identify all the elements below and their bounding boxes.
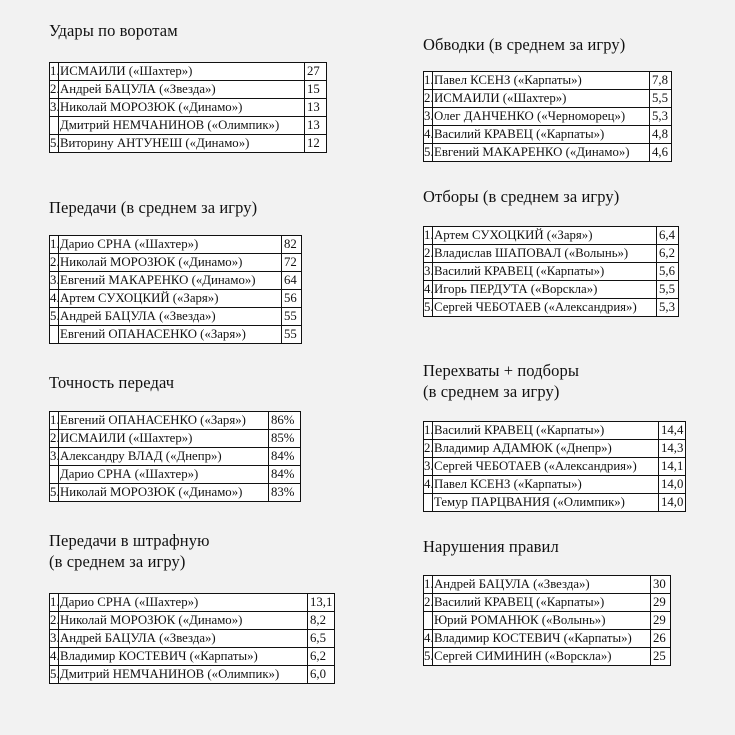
table-row: 5. Евгений МАКАРЕНКО («Динамо») 4,6 bbox=[424, 144, 672, 162]
table-row: 4. Артем СУХОЦКИЙ («Заря») 56 bbox=[50, 290, 302, 308]
table-row: 5. Сергей СИМИНИН («Ворскла») 25 bbox=[424, 648, 671, 666]
table-row: Дарио СРНА («Шахтер») 84% bbox=[50, 466, 301, 484]
table-row: 4. Владимир КОСТЕВИЧ («Карпаты») 6,2 bbox=[50, 648, 335, 666]
stats-table-interceptions bbox=[423, 421, 686, 512]
section-title: Обводки (в среднем за игру) bbox=[423, 35, 626, 54]
stats-table-dribbles bbox=[423, 71, 672, 162]
table-row: 2. Владимир АДАМЮК («Днепр») 14,3 bbox=[424, 440, 686, 458]
section-title-line-2: (в среднем за игру) bbox=[49, 552, 186, 571]
stats-table-pass-accuracy bbox=[49, 411, 301, 502]
table-row: 2. Андрей БАЦУЛА («Звезда») 15 bbox=[50, 81, 327, 99]
table-row: Юрий РОМАНЮК («Волынь») 29 bbox=[424, 612, 671, 630]
table-row: Евгений ОПАНАСЕНКО («Заря») 55 bbox=[50, 326, 302, 344]
table-row: 1. Василий КРАВЕЦ («Карпаты») 14,4 bbox=[424, 422, 686, 440]
table-row: Темур ПАРЦВАНИЯ («Олимпик») 14,0 bbox=[424, 494, 686, 512]
section-interceptions bbox=[423, 360, 579, 402]
stats-table-box-passes bbox=[49, 593, 335, 684]
table-row: 3. Василий КРАВЕЦ («Карпаты») 5,6 bbox=[424, 263, 679, 281]
stats-table-passes bbox=[49, 235, 302, 344]
section-fouls bbox=[423, 536, 559, 557]
table-row: 3. Олег ДАНЧЕНКО («Черноморец») 5,3 bbox=[424, 108, 672, 126]
table-row: 1. Павел КСЕНЗ («Карпаты») 7,8 bbox=[424, 72, 672, 90]
section-title-line-1: Перехваты + подборы bbox=[423, 361, 580, 380]
section-dribbles bbox=[423, 34, 625, 55]
stats-table-tackles bbox=[423, 226, 679, 317]
section-title: Нарушения правил bbox=[423, 537, 559, 556]
table-row: 3. Николай МОРОЗЮК («Динамо») 13 bbox=[50, 99, 327, 117]
section-title-line-2: (в среднем за игру) bbox=[423, 382, 560, 401]
table-row: 4. Игорь ПЕРДУТА («Ворскла») 5,5 bbox=[424, 281, 679, 299]
section-title-line-1: Передачи в штрафную bbox=[49, 531, 210, 550]
table-row: 4. Павел КСЕНЗ («Карпаты») 14,0 bbox=[424, 476, 686, 494]
table-row: 3. Андрей БАЦУЛА («Звезда») 6,5 bbox=[50, 630, 335, 648]
table-row: 2. ИСМАИЛИ («Шахтер») 85% bbox=[50, 430, 301, 448]
section-shots bbox=[49, 20, 178, 41]
table-row: 1. ИСМАИЛИ («Шахтер») 27 bbox=[50, 63, 327, 81]
section-title: Точность передач bbox=[49, 373, 175, 392]
stats-table-fouls bbox=[423, 575, 671, 666]
table-row: 4. Василий КРАВЕЦ («Карпаты») 4,8 bbox=[424, 126, 672, 144]
table-row: 2. Николай МОРОЗЮК («Динамо») 72 bbox=[50, 254, 302, 272]
table-row: 2. Николай МОРОЗЮК («Динамо») 8,2 bbox=[50, 612, 335, 630]
table-row: 5. Сергей ЧЕБОТАЕВ («Александрия») 5,3 bbox=[424, 299, 679, 317]
table-row: 3. Александру ВЛАД («Днепр») 84% bbox=[50, 448, 301, 466]
table-row: 4. Владимир КОСТЕВИЧ («Карпаты») 26 bbox=[424, 630, 671, 648]
table-row: 5. Николай МОРОЗЮК («Динамо») 83% bbox=[50, 484, 301, 502]
table-row: 1. Артем СУХОЦКИЙ («Заря») 6,4 bbox=[424, 227, 679, 245]
section-title: Удары по воротам bbox=[49, 21, 178, 40]
table-row: 5. Дмитрий НЕМЧАНИНОВ («Олимпик») 6,0 bbox=[50, 666, 335, 684]
table-row: 1. Дарио СРНА («Шахтер») 13,1 bbox=[50, 594, 335, 612]
table-row: 3. Евгений МАКАРЕНКО («Динамо») 64 bbox=[50, 272, 302, 290]
section-box-passes bbox=[49, 530, 210, 572]
table-row: 5. Андрей БАЦУЛА («Звезда») 55 bbox=[50, 308, 302, 326]
section-title: Отборы (в среднем за игру) bbox=[423, 187, 620, 206]
table-row: 2. ИСМАИЛИ («Шахтер») 5,5 bbox=[424, 90, 672, 108]
table-row: 2. Василий КРАВЕЦ («Карпаты») 29 bbox=[424, 594, 671, 612]
table-row: 2. Владислав ШАПОВАЛ («Волынь») 6,2 bbox=[424, 245, 679, 263]
section-passes bbox=[49, 197, 257, 218]
section-title: Передачи (в среднем за игру) bbox=[49, 198, 258, 217]
table-row: 1. Евгений ОПАНАСЕНКО («Заря») 86% bbox=[50, 412, 301, 430]
table-row: 1. Андрей БАЦУЛА («Звезда») 30 bbox=[424, 576, 671, 594]
stats-table-shots bbox=[49, 62, 327, 153]
table-row: 1. Дарио СРНА («Шахтер») 82 bbox=[50, 236, 302, 254]
table-row: 3. Сергей ЧЕБОТАЕВ («Александрия») 14,1 bbox=[424, 458, 686, 476]
section-tackles bbox=[423, 186, 619, 207]
table-row: 5. Виторину АНТУНЕШ («Динамо») 12 bbox=[50, 135, 327, 153]
section-pass-accuracy bbox=[49, 372, 174, 393]
table-row: Дмитрий НЕМЧАНИНОВ («Олимпик») 13 bbox=[50, 117, 327, 135]
